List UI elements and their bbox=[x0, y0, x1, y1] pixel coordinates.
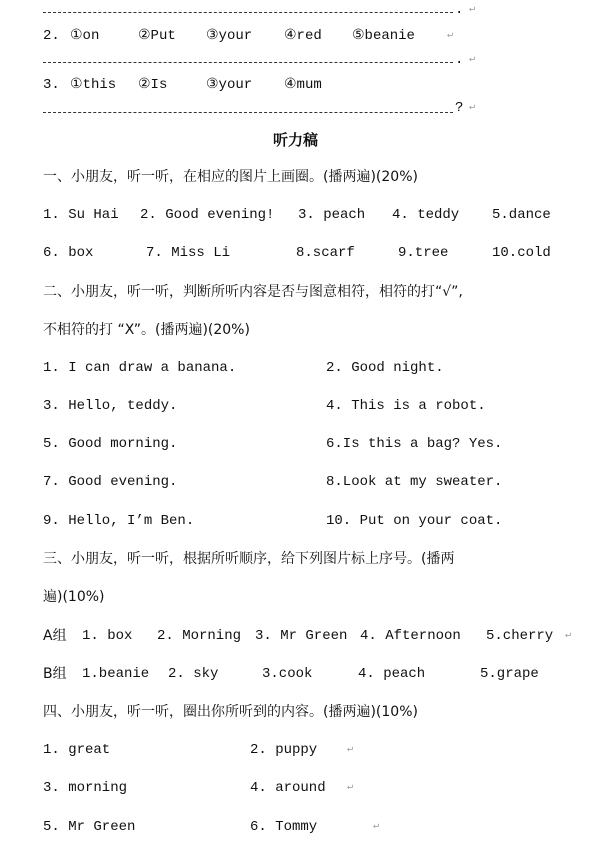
part4-heading: 四、小朋友，听一听，圈出你所听到的内容。(播两遍)(10%) bbox=[43, 704, 418, 720]
list-item: 3. peach bbox=[298, 207, 366, 223]
list-item: 3. morning bbox=[43, 780, 128, 796]
paragraph-mark-icon: ↵ bbox=[347, 744, 354, 755]
list-item: 5.cherry bbox=[486, 628, 554, 644]
line-end: . bbox=[455, 52, 464, 68]
list-item: 4. This is a robot. bbox=[326, 398, 486, 414]
list-item: 5.grape bbox=[480, 666, 539, 682]
list-item: 4. teddy bbox=[392, 207, 460, 223]
list-item: 3.cook bbox=[262, 666, 313, 682]
question-number: 2. bbox=[43, 28, 60, 44]
list-item: 4. peach bbox=[358, 666, 426, 682]
part1-heading: 一、小朋友，听一听，在相应的图片上画圈。(播两遍)(20%) bbox=[43, 169, 418, 185]
list-item: 9.tree bbox=[398, 245, 449, 261]
list-item: 6.Is this a bag? Yes. bbox=[326, 436, 503, 452]
list-item: 2. puppy bbox=[250, 742, 318, 758]
list-item: 1.beanie bbox=[82, 666, 150, 682]
list-item: 9. Hello, I’m Ben. bbox=[43, 513, 195, 529]
word-option: ⑤beanie bbox=[352, 28, 415, 44]
word-option: ①this bbox=[70, 77, 117, 93]
blank-line bbox=[43, 112, 453, 113]
word-option: ④red bbox=[284, 28, 322, 44]
list-item: 6. Tommy bbox=[250, 819, 318, 835]
word-option: ③your bbox=[206, 28, 253, 44]
paragraph-mark-icon: ↵ bbox=[469, 4, 476, 15]
list-item: 7. Miss Li bbox=[146, 245, 231, 261]
list-item: 5. Mr Green bbox=[43, 819, 136, 835]
paragraph-mark-icon: ↵ bbox=[347, 782, 354, 793]
paragraph-mark-icon: ↵ bbox=[565, 630, 572, 641]
paragraph-mark-icon: ↵ bbox=[373, 821, 380, 832]
part3-heading-cont: 遍)(10%) bbox=[43, 589, 105, 605]
list-item: 2. sky bbox=[168, 666, 219, 682]
list-item: 10. Put on your coat. bbox=[326, 513, 503, 529]
line-end: ? bbox=[455, 100, 464, 116]
word-option: ③your bbox=[206, 77, 253, 93]
list-item: 1. great bbox=[43, 742, 111, 758]
part2-heading-cont: 不相符的打 “X”。(播两遍)(20%) bbox=[43, 322, 250, 338]
list-item: 1. I can draw a banana. bbox=[43, 360, 237, 376]
list-item: 10.cold bbox=[492, 245, 551, 261]
list-item: 3. Mr Green bbox=[255, 628, 348, 644]
list-item: 6. box bbox=[43, 245, 94, 261]
list-item: 2. Morning bbox=[157, 628, 242, 644]
word-option: ②Is bbox=[138, 77, 168, 93]
blank-line bbox=[43, 62, 453, 63]
list-item: 7. Good evening. bbox=[43, 474, 178, 490]
question-number: 3. bbox=[43, 77, 60, 93]
blank-line bbox=[43, 12, 453, 13]
line-end: . bbox=[455, 2, 464, 18]
group-label: A组 bbox=[43, 628, 67, 644]
part3-heading: 三、小朋友，听一听，根据所听顺序，给下列图片标上序号。(播两 bbox=[43, 551, 455, 567]
paragraph-mark-icon: ↵ bbox=[447, 30, 454, 41]
group-label: B组 bbox=[43, 666, 67, 682]
list-item: 4. Afternoon bbox=[360, 628, 461, 644]
list-item: 2. Good night. bbox=[326, 360, 444, 376]
word-option: ①on bbox=[70, 28, 100, 44]
script-title: 听力稿 bbox=[273, 131, 319, 149]
word-option: ④mum bbox=[284, 77, 322, 93]
list-item: 8.scarf bbox=[296, 245, 355, 261]
part2-heading: 二、小朋友，听一听，判断所听内容是否与图意相符，相符的打“√”, bbox=[43, 284, 463, 300]
paragraph-mark-icon: ↵ bbox=[469, 102, 476, 113]
list-item: 5.dance bbox=[492, 207, 551, 223]
word-option: ②Put bbox=[138, 28, 176, 44]
list-item: 8.Look at my sweater. bbox=[326, 474, 503, 490]
paragraph-mark-icon: ↵ bbox=[469, 54, 476, 65]
list-item: 2. Good evening! bbox=[140, 207, 275, 223]
list-item: 1. Su Hai bbox=[43, 207, 119, 223]
list-item: 3. Hello, teddy. bbox=[43, 398, 178, 414]
list-item: 1. box bbox=[82, 628, 133, 644]
list-item: 5. Good morning. bbox=[43, 436, 178, 452]
list-item: 4. around bbox=[250, 780, 326, 796]
